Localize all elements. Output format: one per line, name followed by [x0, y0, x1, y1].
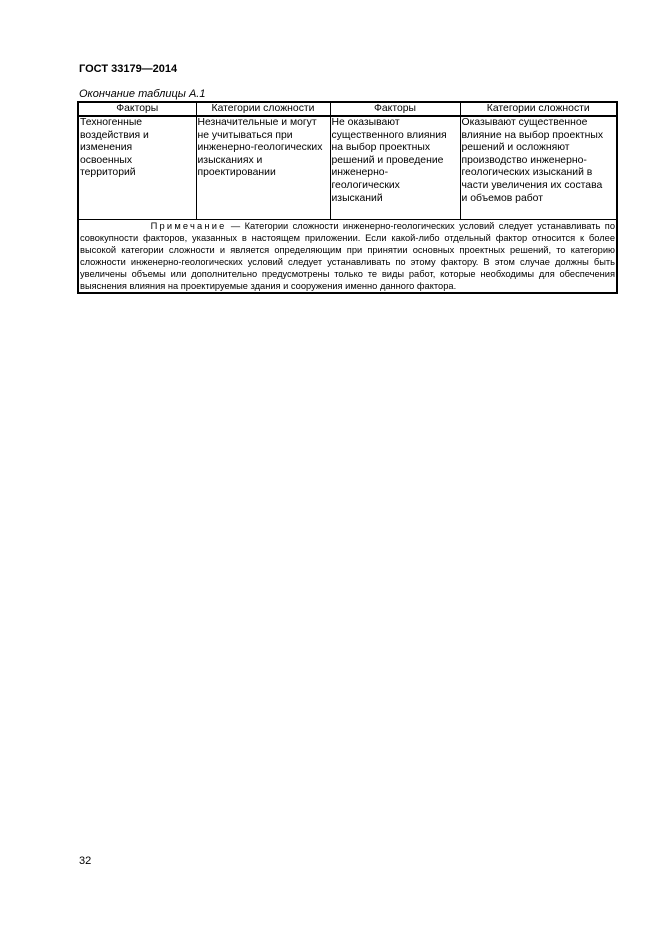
- table-caption: Окончание таблицы А.1: [79, 88, 206, 100]
- table-note-row: [78, 220, 617, 294]
- cell-complexity-no-influence: Не оказывают существенного влияния на выбор проектных решений и проведение инженерно- геологических изысканий: [330, 116, 460, 220]
- column-header-complexity-1: Категории сложности: [196, 102, 330, 116]
- table-row: [78, 116, 617, 220]
- complexity-table: [77, 101, 618, 294]
- column-header-factors-2: Факторы: [330, 102, 460, 116]
- cell-complexity-minor: Незначительные и могут не учитываться при инженерно-геологических изысканиях и проектировании: [196, 116, 330, 220]
- note-label: Примечание: [150, 221, 227, 231]
- page-number: 32: [79, 855, 92, 867]
- table-header-row: [78, 102, 617, 116]
- note-text: — Категории сложности инженерно-геологических условий следует устанавливать по совокупности факторов, указанных в настоящем приложении. Если какой-либо отдельный фактор относится к более высокой категории сложности и является определяющим при принятии основных проектных решений, то категорию сложности инженерно-геологических условий следует устанавливать по этому фактору. В этом случае должны быть увеличены объемы или дополнительно предусмотрены только те виды работ, которые необходимы для обеспечения выяснения влияния на проектируемые здания и сооружения именно данного фактора.: [80, 221, 615, 291]
- column-header-factors-1: Факторы: [78, 102, 196, 116]
- document-id: ГОСТ 33179—2014: [79, 63, 178, 75]
- cell-factor-technogenic: Техногенные воздействия и изменения освоенных территорий: [78, 116, 196, 220]
- column-header-complexity-2: Категории сложности: [460, 102, 617, 116]
- cell-complexity-significant: Оказывают существенное влияние на выбор проектных решений и осложняют производство инженерно- геологических изысканий в части увеличения их состава и объемов работ: [460, 116, 617, 220]
- table-note: [78, 220, 617, 294]
